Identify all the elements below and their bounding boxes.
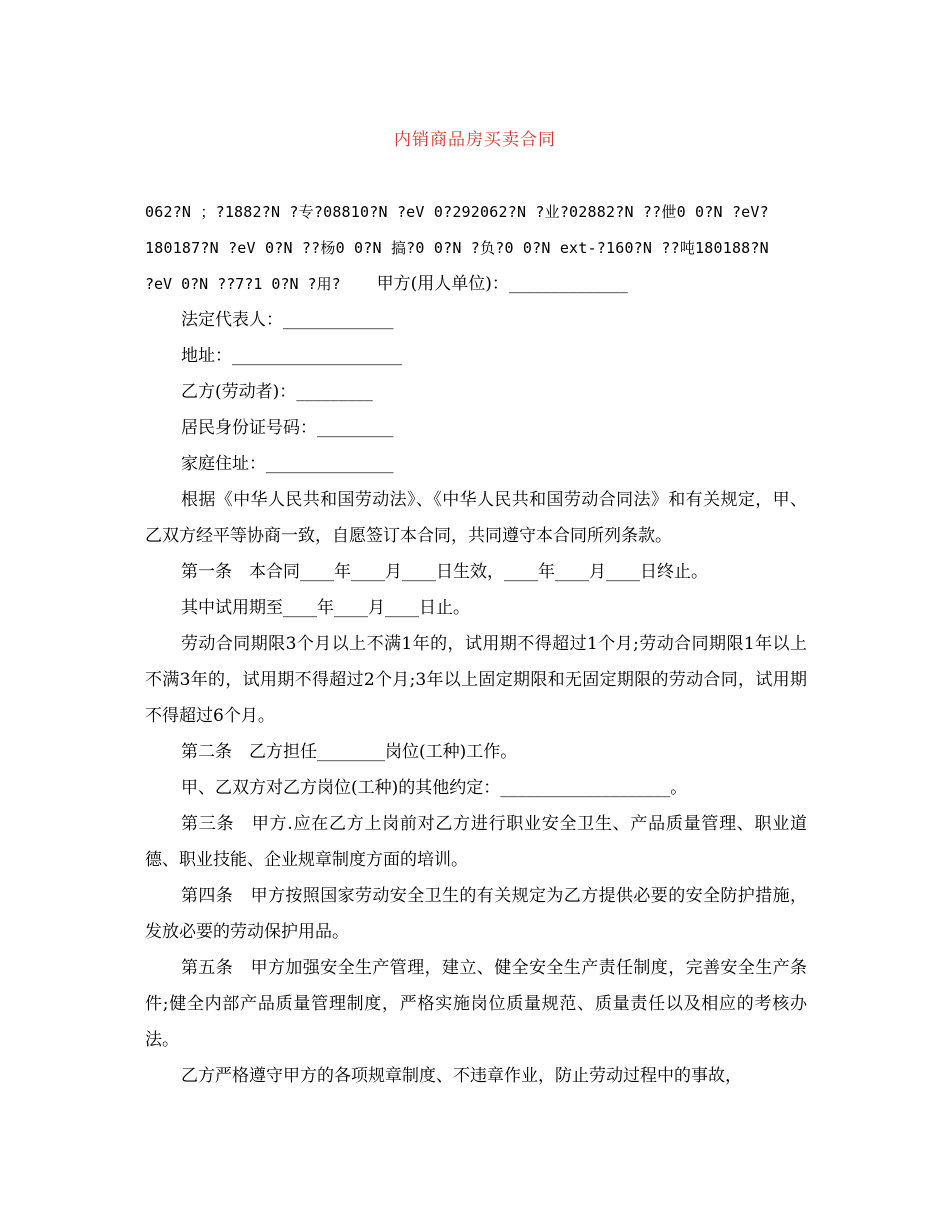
garbled-text-line-with-party-a	[145, 266, 807, 302]
paragraph-probation-rule: 劳动合同期限3个月以上不满1年的，试用期不得超过1个月;劳动合同期限1年以上不满3年的，试用期不得超过2个月;3年以上固定期限和无固定期限的劳动合同，试用期不得超过6个月。	[145, 634, 807, 726]
id-number-field: 居民身份证号码：_________	[181, 418, 394, 438]
other-agreement: 甲、乙双方对乙方岗位(工种)的其他约定：____________________。	[181, 778, 688, 798]
article-1: 第一条 本合同____年____月____日生效，____年____月____日终止。	[181, 562, 708, 582]
document-body	[145, 194, 807, 1094]
party-b-compliance: 乙方严格遵守甲方的各项规章制度、不违章作业，防止劳动过程中的事故，	[181, 1066, 742, 1086]
document-title: 内销商品房买卖合同	[394, 130, 556, 150]
garbled-text: ?eV 0?N ??7?1 0?N ?用?	[145, 275, 341, 293]
party-a-field: 甲方(用人单位)：______________	[376, 274, 628, 294]
article-3: 第三条 甲方.应在乙方上岗前对乙方进行职业安全卫生、产品质量管理、职业道德、职业技能、企业规章制度方面的培训。	[145, 814, 807, 870]
address-field: 地址：____________________	[181, 346, 402, 366]
legal-representative-field: 法定代表人：_____________	[181, 310, 394, 330]
article-2: 第二条 乙方担任________岗位(工种)工作。	[181, 742, 518, 762]
paragraph-legal-basis: 根据《中华人民共和国劳动法》、《中华人民共和国劳动合同法》和有关规定，甲、乙双方经平等协商一致，自愿签订本合同，共同遵守本合同所列条款。	[145, 490, 807, 546]
article-5: 第五条 甲方加强安全生产管理，建立、健全安全生产责任制度，完善安全生产条件;健全内部产品质量管理制度，严格实施岗位质量规范、质量责任以及相应的考核办法。	[145, 958, 807, 1050]
garbled-text-line: 062?N ；?1882?N ?专?08810?N ?eV 0?292062?N ?业?02882?N ??伳0 0?N ?eV?	[145, 203, 769, 221]
probation-period: 其中试用期至____年____月____日止。	[181, 598, 470, 618]
article-4: 第四条 甲方按照国家劳动安全卫生的有关规定为乙方提供必要的安全防护措施，发放必要的劳动保护用品。	[145, 886, 807, 942]
garbled-text-line: 180187?N ?eV 0?N ??杨0 0?N 搞?0 0?N ?负?0 0?N ext-?160?N ??吨180188?N	[145, 239, 769, 257]
home-address-field: 家庭住址：_______________	[181, 454, 394, 474]
party-b-field: 乙方(劳动者)：_________	[181, 382, 373, 402]
